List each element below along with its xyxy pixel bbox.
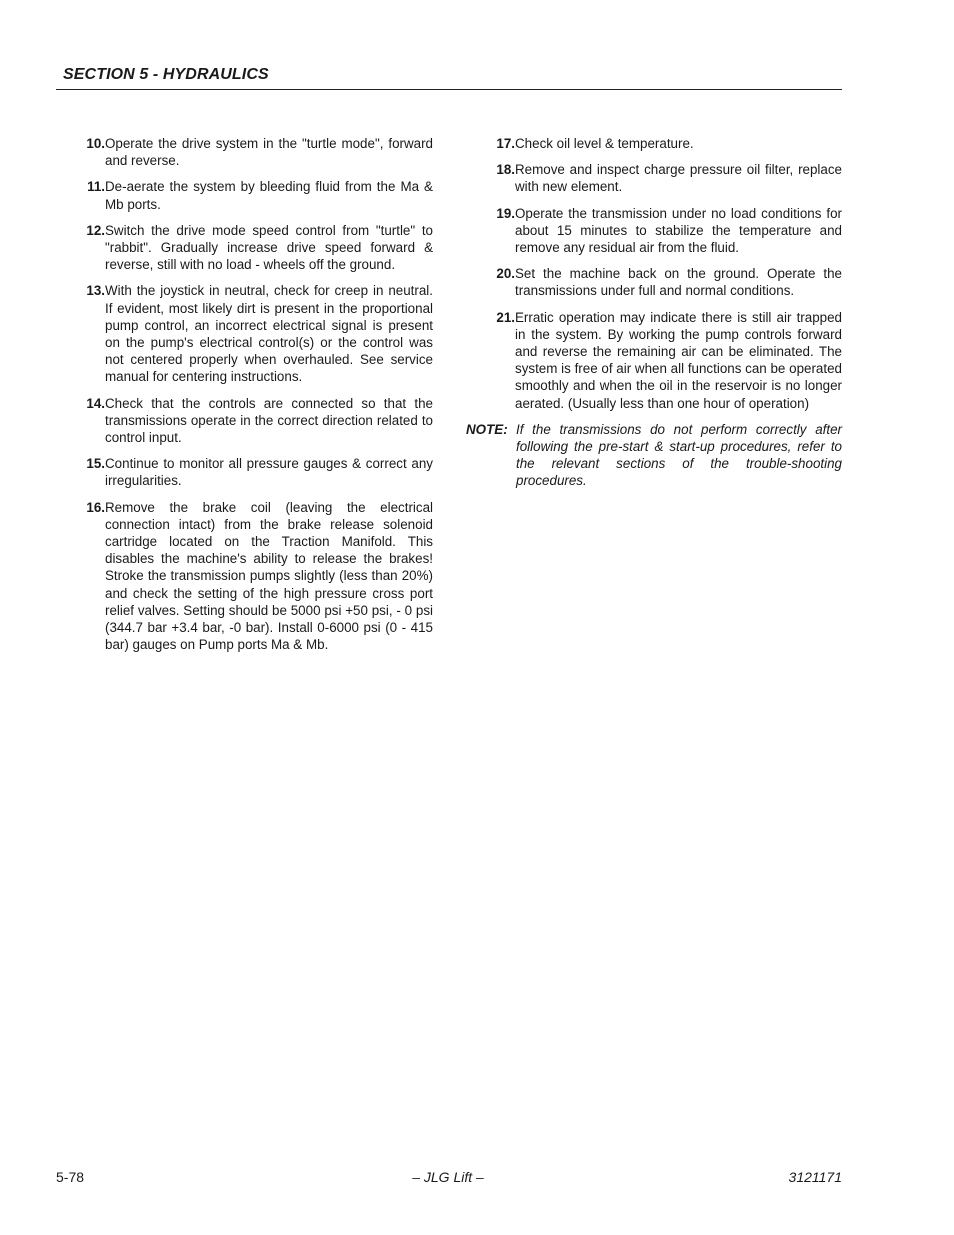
step-number: 21. (496, 309, 515, 325)
step-number: 19. (496, 205, 515, 221)
right-column (466, 135, 842, 490)
step-text: Remove the brake coil (leaving the electrical connection intact) from the brake release solenoid cartridge located on the Traction Manifold. This disables the machine's ability to release the brakes! Stroke the transmission pumps slightly (less than 20%) and check the setting of the high pressure cross port relief valves. Setting should be 5000 psi +50 psi, - 0 psi (344.7 bar +3.4 bar, -0 bar). Install 0-6000 psi (0 - 415 bar) gauges on Pump ports Ma & Mb. (105, 499, 433, 653)
step-text: Operate the transmission under no load conditions for about 15 minutes to stabilize the temperature and remove any residual air from the fluid. (515, 205, 842, 256)
step-number: 14. (86, 395, 105, 411)
left-column (56, 135, 433, 662)
section-title: SECTION 5 - HYDRAULICS (63, 66, 269, 83)
note-block (466, 421, 842, 490)
step-item (56, 222, 433, 274)
step-item (56, 455, 433, 489)
step-number: 18. (496, 162, 515, 178)
step-number: 16. (86, 499, 105, 515)
step-item (56, 135, 433, 169)
step-item (56, 282, 433, 385)
document-number: 3121171 (788, 1169, 842, 1185)
step-item (56, 395, 433, 447)
step-item (466, 309, 842, 412)
step-number: 12. (86, 222, 105, 238)
step-number: 10. (86, 136, 105, 151)
publisher-label: – JLG Lift – (412, 1169, 484, 1185)
step-item (466, 161, 842, 195)
step-number: 15. (86, 456, 105, 472)
step-item (466, 205, 842, 257)
step-text: Set the machine back on the ground. Operate the transmissions under full and normal conditions. (515, 266, 842, 299)
step-text: Erratic operation may indicate there is still air trapped in the system. By working the pump controls forward and reverse the remaining air can be eliminated. The system is free of air when all functions can be operated smoothly and when the oil in the reservoir is no longer aerated. (Usually less than one hour of operation) (515, 309, 842, 411)
step-text: Switch the drive mode speed control from "turtle" to "rabbit". Gradually increase drive speed forward & reverse, still with no load - wheels off the ground. (105, 222, 433, 273)
step-item (466, 265, 842, 299)
step-text: Operate the drive system in the "turtle mode", forward and reverse. (105, 136, 433, 169)
step-item (56, 499, 433, 654)
step-number: 11. (87, 179, 105, 195)
step-text: Continue to monitor all pressure gauges & correct any irregularities. (105, 456, 433, 489)
step-text: De-aerate the system by bleeding fluid from the Ma & Mb ports. (105, 179, 433, 212)
step-text: Remove and inspect charge pressure oil filter, replace with new element. (515, 162, 842, 195)
step-number: 20. (496, 266, 515, 282)
step-item (466, 135, 842, 152)
step-item (56, 178, 433, 212)
note-label: NOTE: (466, 421, 508, 437)
page-number: 5-78 (56, 1169, 85, 1185)
step-number: 17. (496, 136, 515, 151)
step-text: Check oil level & temperature. (515, 136, 694, 151)
note-text: If the transmissions do not perform correctly after following the pre-start & start-up procedures, refer to the relevant sections of the trouble-shooting procedures. (516, 421, 842, 489)
step-text: With the joystick in neutral, check for creep in neutral. If evident, most likely dirt is present in the proportional pump control, an incorrect electrical signal is present on the pump's electrical control(s) or the control was not centered properly when overhauled. See service manual for centering instructions. (105, 283, 433, 385)
step-number: 13. (86, 283, 105, 299)
step-text: Check that the controls are connected so that the transmissions operate in the correct direction related to control input. (105, 395, 433, 446)
header-divider (56, 89, 842, 90)
